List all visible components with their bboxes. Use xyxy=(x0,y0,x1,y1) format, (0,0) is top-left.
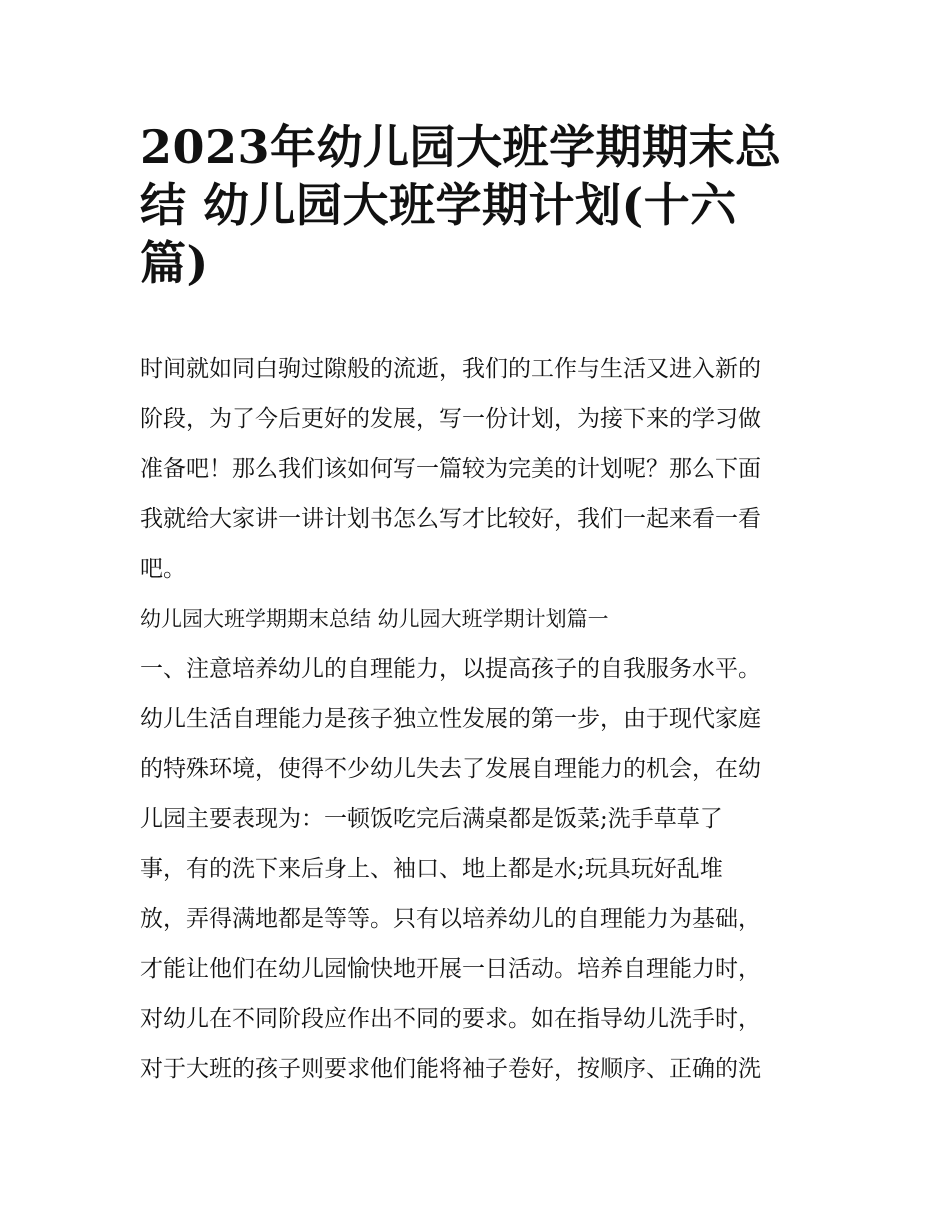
title-line: 2023年幼儿园大班学期期末总 xyxy=(140,120,782,174)
text-line: 一、注意培养幼儿的自理能力，以提高孩子的自我服务水平。 xyxy=(140,656,761,682)
text-line: 对幼儿在不同阶段应作出不同的要求。如在指导幼儿洗手时， xyxy=(140,1006,761,1032)
text-line: 时间就如同白驹过隙般的流逝，我们的工作与生活又进入新的 xyxy=(140,356,761,382)
text-line: 幼儿生活自理能力是孩子独立性发展的第一步，由于现代家庭 xyxy=(140,706,761,732)
document-title xyxy=(140,118,820,292)
text-line: 才能让他们在幼儿园愉快地开展一日活动。培养自理能力时， xyxy=(140,956,761,982)
text-line: 我就给大家讲一讲计划书怎么写才比较好，我们一起来看一看 xyxy=(140,506,761,532)
text-line: 吧。 xyxy=(140,556,186,582)
title-line: 结 幼儿园大班学期计划(十六 xyxy=(140,178,737,232)
text-line: 事，有的洗下来后身上、袖口、地上都是水;玩具玩好乱堆 xyxy=(140,856,723,882)
text-line: 准备吧！那么我们该如何写一篇较为完美的计划呢？那么下面 xyxy=(140,456,761,482)
title-line: 篇) xyxy=(140,236,209,290)
text-line: 阶段，为了今后更好的发展，写一份计划，为接下来的学习做 xyxy=(140,406,761,432)
document-body xyxy=(140,357,820,1107)
text-line: 儿园主要表现为：一顿饭吃完后满桌都是饭菜;洗手草草了 xyxy=(140,806,723,832)
text-line: 对于大班的孩子则要求他们能将袖子卷好，按顺序、正确的洗 xyxy=(140,1056,761,1082)
text-line: 放，弄得满地都是等等。只有以培养幼儿的自理能力为基础， xyxy=(140,906,761,932)
section-heading: 幼儿园大班学期期末总结 幼儿园大班学期计划篇一 xyxy=(140,607,609,631)
text-line: 的特殊环境，使得不少幼儿失去了发展自理能力的机会，在幼 xyxy=(140,756,761,782)
